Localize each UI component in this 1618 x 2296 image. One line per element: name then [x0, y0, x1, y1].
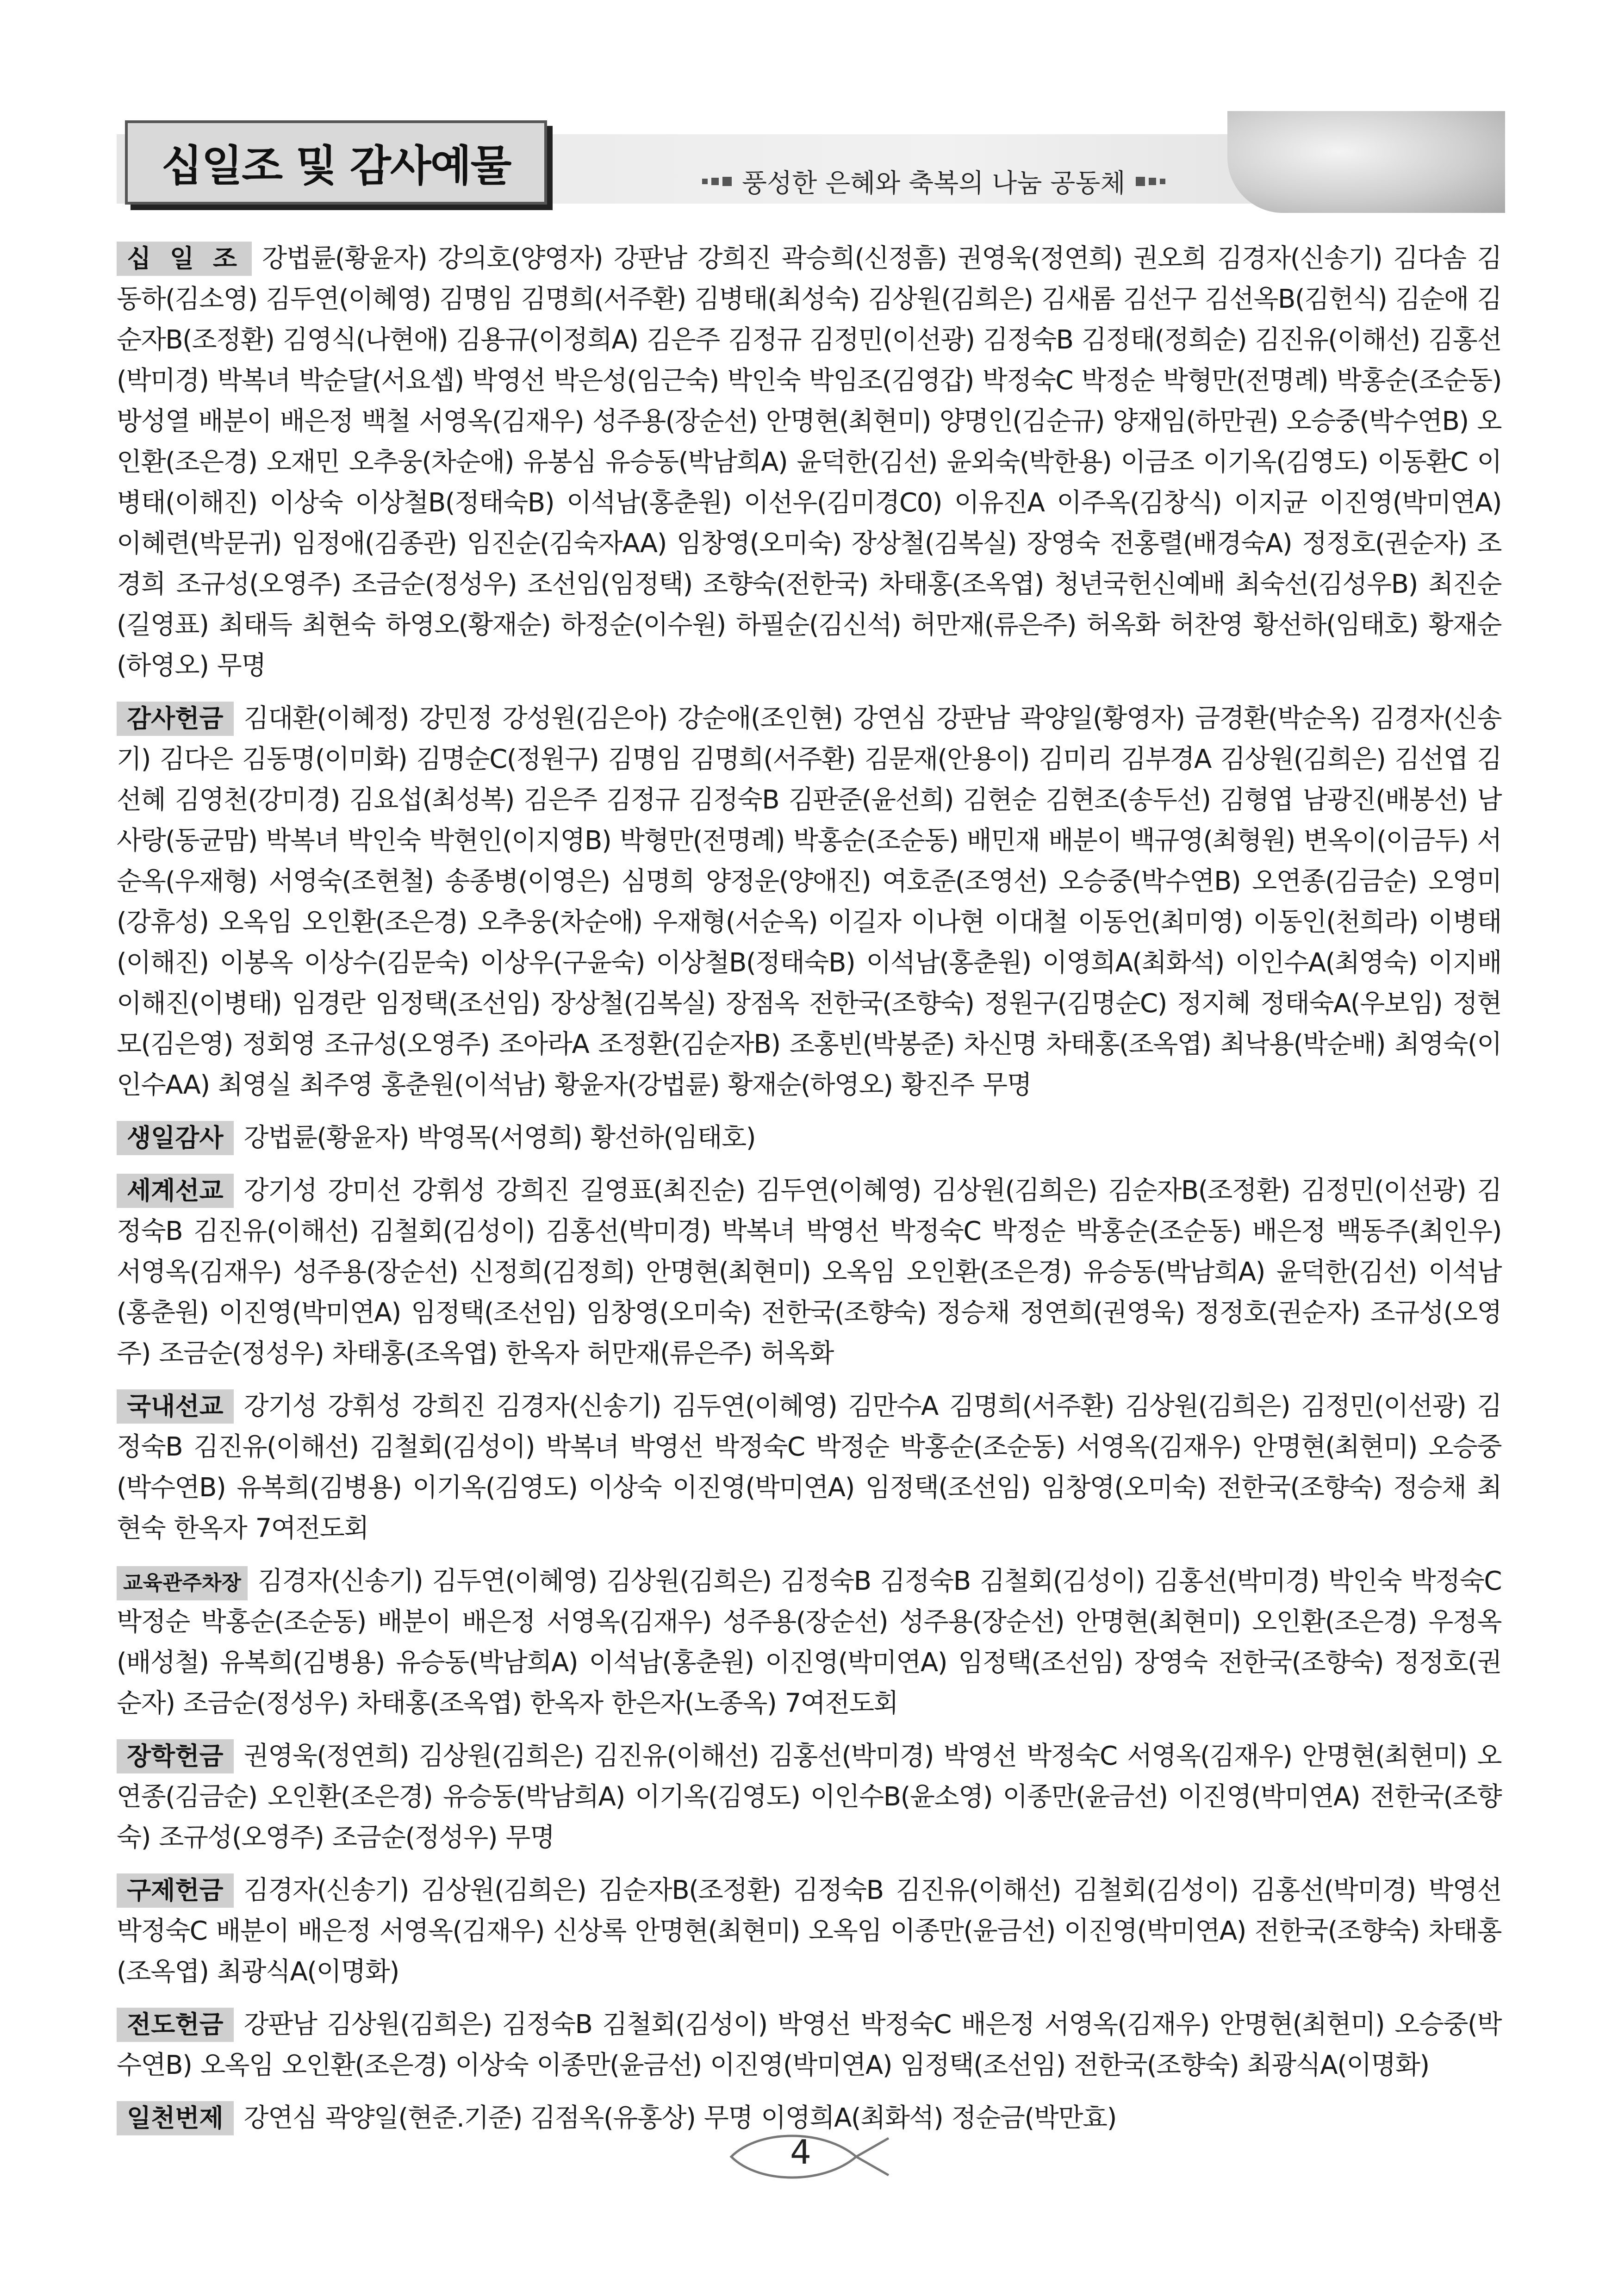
section-thanksgiving: [117, 698, 1501, 1106]
section-domestic-mission: [117, 1386, 1501, 1549]
section-relief: [117, 1870, 1501, 1992]
section-tithe: [117, 238, 1501, 686]
left-dots-icon: [702, 177, 732, 186]
title-box: [125, 120, 547, 205]
section-label: 십 일 조: [117, 242, 252, 276]
section-label: 생일감사: [117, 1121, 234, 1155]
section-label: 구제헌금: [117, 1873, 234, 1908]
section-names: 권영욱(정연희) 김상원(김희은) 김진유(이해선) 김홍선(박미경) 박영선 박정숙C 서영옥(김재우) 안명현(최현미) 오연종(김금순) 오인환(조은경) 유승동(박남희A) 이기옥(김영도) 이인수B(윤소영) 이종만(윤금선) 이진영(박미연A) 전한국(조향숙) 조규성(오영주) 조금순(정성우) 무명: [117, 1741, 1501, 1853]
section-names: 강법륜(황윤자) 강의호(양영자) 강판남 강희진 곽승희(신정흠) 권영욱(정연희) 권오희 김경자(신송기) 김다솜 김동하(김소영) 김두연(이혜영) 김명임 김명희(서주환) 김병태(최성숙) 김상원(김희은) 김새롬 김선구 김선옥B(김헌식) 김순애 김순자B(조정환) 김영식(나현애) 김용규(이정희A) 김은주 김정규 김정민(이선광) 김정숙B 김정태(정희순) 김진유(이해선) 김홍선(박미경) 박복녀 박순달(서요셉) 박영선 박은성(임근숙) 박인숙 박임조(김영갑) 박정숙C 박정순 박형만(전명례) 박홍순(조순동) 방성열 배분이 배은정 백철 서영옥(김재우) 성주용(장순선) 안명현(최현미) 양명인(김순규) 양재임(하만권) 오승중(박수연B) 오인환(조은경) 오재민 오추웅(차순애) 유봉심 유승동(박남희A) 윤덕한(김선) 윤외숙(박한용) 이금조 이기옥(김영도) 이동환C 이병태(이해진) 이상숙 이상철B(정태숙B) 이석남(홍춘원) 이선우(김미경C0) 이유진A 이주옥(김창식) 이지균 이진영(박미연A) 이혜련(박문귀) 임정애(김종관) 임진순(김숙자AA) 임창영(오미숙) 장상철(김복실) 장영숙 전홍렬(배경숙A) 정정호(권순자) 조경희 조규성(오영주) 조금순(정성우) 조선임(임정택) 조향숙(전한국) 차태홍(조옥엽) 청년국헌신예배 최숙선(김성우B) 최진순(길영표) 최태득 최현숙 하영오(황재순) 하정순(이수원) 하필순(김신석) 허만재(류은주) 허옥화 허찬영 황선하(임태호) 황재순(하영오) 무명: [117, 243, 1501, 681]
section-names: 강판남 김상원(김희은) 김정숙B 김철회(김성이) 박영선 박정숙C 배은정 서영옥(김재우) 안명현(최현미) 오승중(박수연B) 오옥임 오인환(조은경) 이상숙 이종만(윤금선) 이진영(박미연A) 임정택(조선임) 전한국(조향숙) 최광식A(이명화): [117, 2010, 1501, 2080]
section-scholarship: [117, 1736, 1501, 1858]
section-label: 세계선교: [117, 1174, 234, 1208]
section-names: 김경자(신송기) 김두연(이혜영) 김상원(김희은) 김정숙B 김정숙B 김철회(김성이) 김홍선(박미경) 박인숙 박정숙C 박정순 박홍순(조순동) 배분이 배은정 서영옥(김재우) 성주용(장순선) 성주용(장순선) 안명현(최현미) 오인환(조은경) 우정옥(배성철) 유복희(김병용) 유승동(박남희A) 이석남(홍춘원) 이진영(박미연A) 임정택(조선임) 장영숙 전한국(조향숙) 정정호(권순자) 조금순(정성우) 차태홍(조옥엽) 한옥자 한은자(노종옥) 7여전도회: [117, 1566, 1501, 1718]
right-dots-icon: [1136, 177, 1165, 186]
section-evangelism: [117, 2004, 1501, 2086]
page-subtitle-row: [702, 163, 1165, 200]
section-label: 국내선교: [117, 1389, 234, 1424]
plant-hands-photo: [1227, 111, 1505, 213]
page-title: 십일조 및 감사예물: [161, 141, 511, 191]
page-footer: [722, 2124, 898, 2189]
section-names: 강법륜(황윤자) 박영목(서영희) 황선하(임태호): [243, 1123, 756, 1153]
page-subtitle: 풍성한 은혜와 축복의 나눔 공동체: [742, 168, 1126, 199]
section-label: 일천번제: [117, 2101, 234, 2135]
page-header: [117, 111, 1505, 218]
section-names: 강연심 곽양일(현준.기준) 김점옥(유홍상) 무명 이영희A(최화석) 정순금(박만효): [243, 2103, 1116, 2133]
section-birthday: [117, 1118, 1501, 1158]
section-label: 감사헌금: [117, 702, 234, 736]
section-names: 김경자(신송기) 김상원(김희은) 김순자B(조정환) 김정숙B 김진유(이해선) 김철회(김성이) 김홍선(박미경) 박영선 박정숙C 배분이 배은정 서영옥(김재우) 신상록 안명현(최현미) 오옥임 이종만(윤금선) 이진영(박미연A) 전한국(조향숙) 차태홍(조옥엽) 최광식A(이명화): [117, 1875, 1501, 1987]
section-names: 김대환(이혜정) 강민정 강성원(김은아) 강순애(조인현) 강연심 강판남 곽양일(황영자) 금경환(박순옥) 김경자(신송기) 김다은 김동명(이미화) 김명순C(정원구) 김명임 김명희(서주환) 김문재(안용이) 김미리 김부경A 김상원(김희은) 김선엽 김선혜 김영천(강미경) 김요섭(최성복) 김은주 김정규 김정숙B 김판준(윤선희) 김현순 김현조(송두선) 김형엽 남광진(배봉선) 남사랑(동균맘) 박복녀 박인숙 박현인(이지영B) 박형만(전명례) 박홍순(조순동) 배민재 배분이 백규영(최형원) 변옥이(이금두) 서순옥(우재형) 서영숙(조현철) 송종병(이영은) 심명희 양정운(양애진) 여호준(조영선) 오승중(박수연B) 오연종(김금순) 오영미(강휴성) 오옥임 오인환(조은경) 오추웅(차순애) 우재형(서순옥) 이길자 이나현 이대철 이동언(최미영) 이동인(천희라) 이병태(이해진) 이봉옥 이상수(김문숙) 이상우(구윤숙) 이상철B(정태숙B) 이석남(홍춘원) 이영희A(최화석) 이인수A(최영숙) 이지배 이해진(이병태) 임경란 임정택(조선임) 장상철(김복실) 장점옥 전한국(조향숙) 정원구(김명순C) 정지혜 정태숙A(우보임) 정현모(김은영) 정회영 조규성(오영주) 조아라A 조정환(김순자B) 조홍빈(박봉준) 차신명 차태홍(조옥엽) 최낙용(박순배) 최영숙(이인수AA) 최영실 최주영 홍춘원(이석남) 황윤자(강법륜) 황재순(하영오) 황진주 무명: [117, 703, 1501, 1100]
section-parking-lot: [117, 1561, 1501, 1724]
section-label: 전도헌금: [117, 2008, 234, 2042]
page-number: 4: [790, 2133, 811, 2172]
offering-list: [117, 238, 1501, 2151]
section-names: 강기성 강미선 강휘성 강희진 길영표(최진순) 김두연(이혜영) 김상원(김희은) 김순자B(조정환) 김정민(이선광) 김정숙B 김진유(이해선) 김철회(김성이) 김홍선(박미경) 박복녀 박영선 박정숙C 박정순 박홍순(조순동) 배은정 백동주(최인우) 서영옥(김재우) 성주용(장순선) 신정희(김정희) 안명현(최현미) 오옥임 오인환(조은경) 유승동(박남희A) 윤덕한(김선) 이석남(홍춘원) 이진영(박미연A) 임정택(조선임) 임창영(오미숙) 전한국(조향숙) 정승채 정연희(권영욱) 정정호(권순자) 조규성(오영주) 조금순(정성우) 차태홍(조옥엽) 한옥자 허만재(류은주) 허옥화: [117, 1176, 1501, 1369]
section-names: 강기성 강휘성 강희진 김경자(신송기) 김두연(이혜영) 김만수A 김명희(서주환) 김상원(김희은) 김정민(이선광) 김정숙B 김진유(이해선) 김철회(김성이) 박복녀 박영선 박정숙C 박정순 박홍순(조순동) 서영옥(김재우) 안명현(최현미) 오승중(박수연B) 유복희(김병용) 이기옥(김영도) 이상숙 이진영(박미연A) 임정택(조선임) 임창영(오미숙) 전한국(조향숙) 정승채 최현숙 한옥자 7여전도회: [117, 1391, 1501, 1543]
section-label: 교육관주차장: [117, 1566, 248, 1600]
section-label: 장학헌금: [117, 1739, 234, 1773]
section-world-mission: [117, 1170, 1501, 1374]
